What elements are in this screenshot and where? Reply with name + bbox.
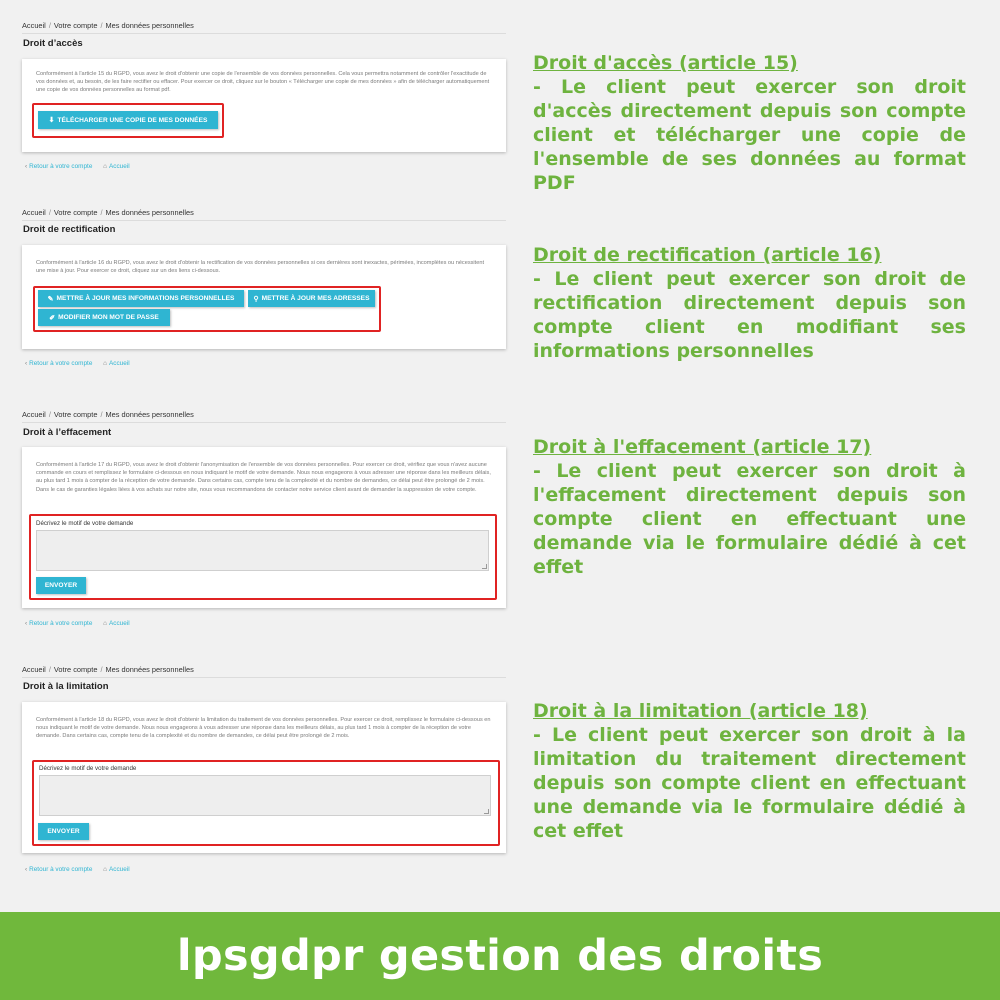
back-to-account-link[interactable]: ‹ Retour à votre compte (25, 620, 93, 627)
breadcrumb-current: Mes données personnelles (105, 208, 194, 217)
divider (22, 422, 506, 423)
home-icon: ⌂ (103, 163, 108, 170)
title-banner (0, 912, 1000, 1000)
description-body: - Le client peut exercer son droit à la limitation du traitement directement depuis son compte client en effectuant une demande via le formulaire dédié à cet effet (533, 724, 966, 842)
erasure-description: Conformément à l'article 17 du RGPD, vous avez le droit d'obtenir l'anonymisation de l'ensemble de vos données personnelles. Pour exercer ce droit, vérifiez que vous n'avez aucune commande en cours et remplissez le formulaire ci-dessous en nous indiquant le motif de votre demande. Nous nous engageons à vous adresser une réponse dans les meilleurs délais, au plus tard 1 mois à compter de la réception de votre demande. Dans certains cas, compte tenu de la complexité et du nombre de demandes, ce délai peut être prolongé de 2 mois. Dans le cas de garanties légales liées à vos achats sur notre site, nous vous recommandons de contacter notre service client avant de demander la suppression de votre compte. (36, 462, 491, 493)
pencil-icon: ✎ (47, 295, 54, 303)
home-link[interactable]: ⌂ Accueil (103, 620, 130, 627)
description-rectification (533, 243, 966, 363)
access-description: Conformément à l'article 15 du RGPD, vous avez le droit d'obtenir une copie de l'ensemble de vos données personnelles. Cela vous permettra notamment de contrôler l'exactitude de vos données et, au besoin, de les faire rectifier ou effacer. Pour exercer ce droit, cliquez sur le bouton « Télécharger une copie de mes données » afin de télécharger automatiquement une copie de vos données personnelles au format pdf. (36, 71, 490, 94)
download-data-button[interactable]: ⬇ TÉLÉCHARGER UNE COPIE DE MES DONNÉES (38, 111, 218, 129)
description-erasure (533, 435, 966, 579)
chevron-left-icon: ‹ (25, 620, 28, 627)
divider (22, 677, 506, 678)
send-button[interactable]: ENVOYER (36, 577, 86, 594)
section-title: Droit d’accès (23, 38, 83, 49)
update-personal-info-button[interactable]: ✎ METTRE À JOUR MES INFORMATIONS PERSONNELLES (38, 290, 244, 307)
breadcrumb-home[interactable]: Accueil (22, 665, 46, 674)
divider (22, 33, 506, 34)
footer-links (25, 360, 139, 367)
description-body: - Le client peut exercer son droit d'accès directement depuis son compte client et télécharger une copie de l'ensemble de ses données au format PDF (533, 76, 966, 194)
description-heading: Droit de rectification (article 16) (533, 244, 882, 266)
description-limitation (533, 699, 966, 843)
change-password-button[interactable]: ✐ MODIFIER MON MOT DE PASSE (38, 309, 170, 326)
home-icon: ⌂ (103, 866, 108, 873)
divider (22, 220, 506, 221)
reason-textarea[interactable] (39, 775, 491, 816)
back-to-account-link[interactable]: ‹ Retour à votre compte (25, 360, 93, 367)
update-addresses-button[interactable]: ⚲ METTRE À JOUR MES ADRESSES (248, 290, 375, 307)
footer-links (25, 163, 139, 170)
breadcrumb-current: Mes données personnelles (105, 21, 194, 30)
home-icon: ⌂ (103, 360, 108, 367)
home-link[interactable]: ⌂ Accueil (103, 360, 130, 367)
erasure-card (22, 447, 506, 608)
rectification-card (22, 245, 506, 349)
breadcrumb-home[interactable]: Accueil (22, 208, 46, 217)
section-title: Droit de rectification (23, 224, 116, 235)
field-label: Décrivez le motif de votre demande (39, 765, 137, 772)
description-body: - Le client peut exercer son droit à l'effacement directement depuis son compte client en effectuant une demande via le formulaire dédié à cet effet (533, 460, 966, 578)
description-heading: Droit à l'effacement (article 17) (533, 436, 872, 458)
limitation-card (22, 702, 506, 853)
section-title: Droit à l’effacement (23, 427, 112, 438)
description-body: - Le client peut exercer son droit de rectification directement depuis son compte client en modifiant ses informations personnelles (533, 268, 966, 362)
breadcrumb-current: Mes données personnelles (105, 665, 194, 674)
breadcrumb: Accueil / Votre compte / Mes données personnelles (22, 21, 194, 30)
footer-links (25, 866, 139, 873)
chevron-left-icon: ‹ (25, 360, 28, 367)
breadcrumb-account[interactable]: Votre compte (53, 410, 98, 419)
breadcrumb: Accueil / Votre compte / Mes données personnelles (22, 665, 194, 674)
breadcrumb-account[interactable]: Votre compte (53, 21, 98, 30)
breadcrumb-home[interactable]: Accueil (22, 410, 46, 419)
access-card (22, 59, 506, 152)
section-title: Droit à la limitation (23, 681, 109, 692)
breadcrumb-current: Mes données personnelles (105, 410, 194, 419)
home-link[interactable]: ⌂ Accueil (103, 163, 130, 170)
back-to-account-link[interactable]: ‹ Retour à votre compte (25, 163, 93, 170)
breadcrumb: Accueil / Votre compte / Mes données personnelles (22, 208, 194, 217)
breadcrumb: Accueil / Votre compte / Mes données personnelles (22, 410, 194, 419)
chevron-left-icon: ‹ (25, 163, 28, 170)
rectification-description: Conformément à l'article 16 du RGPD, vous avez le droit d'obtenir la rectification de vos données personnelles si ces dernières sont inexactes, périmées, incomplètes ou nécessitent une mise à jour. Pour exercer ce droit, cliquez sur un des liens ci-dessous. (36, 260, 485, 275)
back-to-account-link[interactable]: ‹ Retour à votre compte (25, 866, 93, 873)
map-pin-icon: ⚲ (253, 295, 259, 303)
field-label: Décrivez le motif de votre demande (36, 520, 134, 527)
limitation-description: Conformément à l'article 18 du RGPD, vous avez le droit d'obtenir la limitation du traitement de vos données personnelles. Pour exercer ce droit, remplissez le formulaire ci-dessous en nous indiquant le motif de votre demande. Nous nous engageons à vous adresser une réponse dans les meilleurs délais, au plus tard 1 mois à compter de la réception de votre demande. Dans certains cas, compte tenu de la complexité et du nombre de demandes, ce délai peut être prolongé de 2 mois. (36, 717, 491, 740)
chevron-left-icon: ‹ (25, 866, 28, 873)
reason-textarea[interactable] (36, 530, 489, 571)
send-button[interactable]: ENVOYER (38, 823, 89, 840)
description-heading: Droit à la limitation (article 18) (533, 700, 868, 722)
download-icon: ⬇ (48, 117, 55, 124)
banner-title: lpsgdpr gestion des droits (176, 931, 824, 981)
footer-links (25, 620, 139, 627)
description-heading: Droit d'accès (article 15) (533, 52, 798, 74)
home-link[interactable]: ⌂ Accueil (103, 866, 130, 873)
home-icon: ⌂ (103, 620, 108, 627)
breadcrumb-home[interactable]: Accueil (22, 21, 46, 30)
wrench-icon: ✐ (49, 314, 56, 322)
breadcrumb-account[interactable]: Votre compte (53, 665, 98, 674)
breadcrumb-account[interactable]: Votre compte (53, 208, 98, 217)
description-access (533, 51, 966, 195)
